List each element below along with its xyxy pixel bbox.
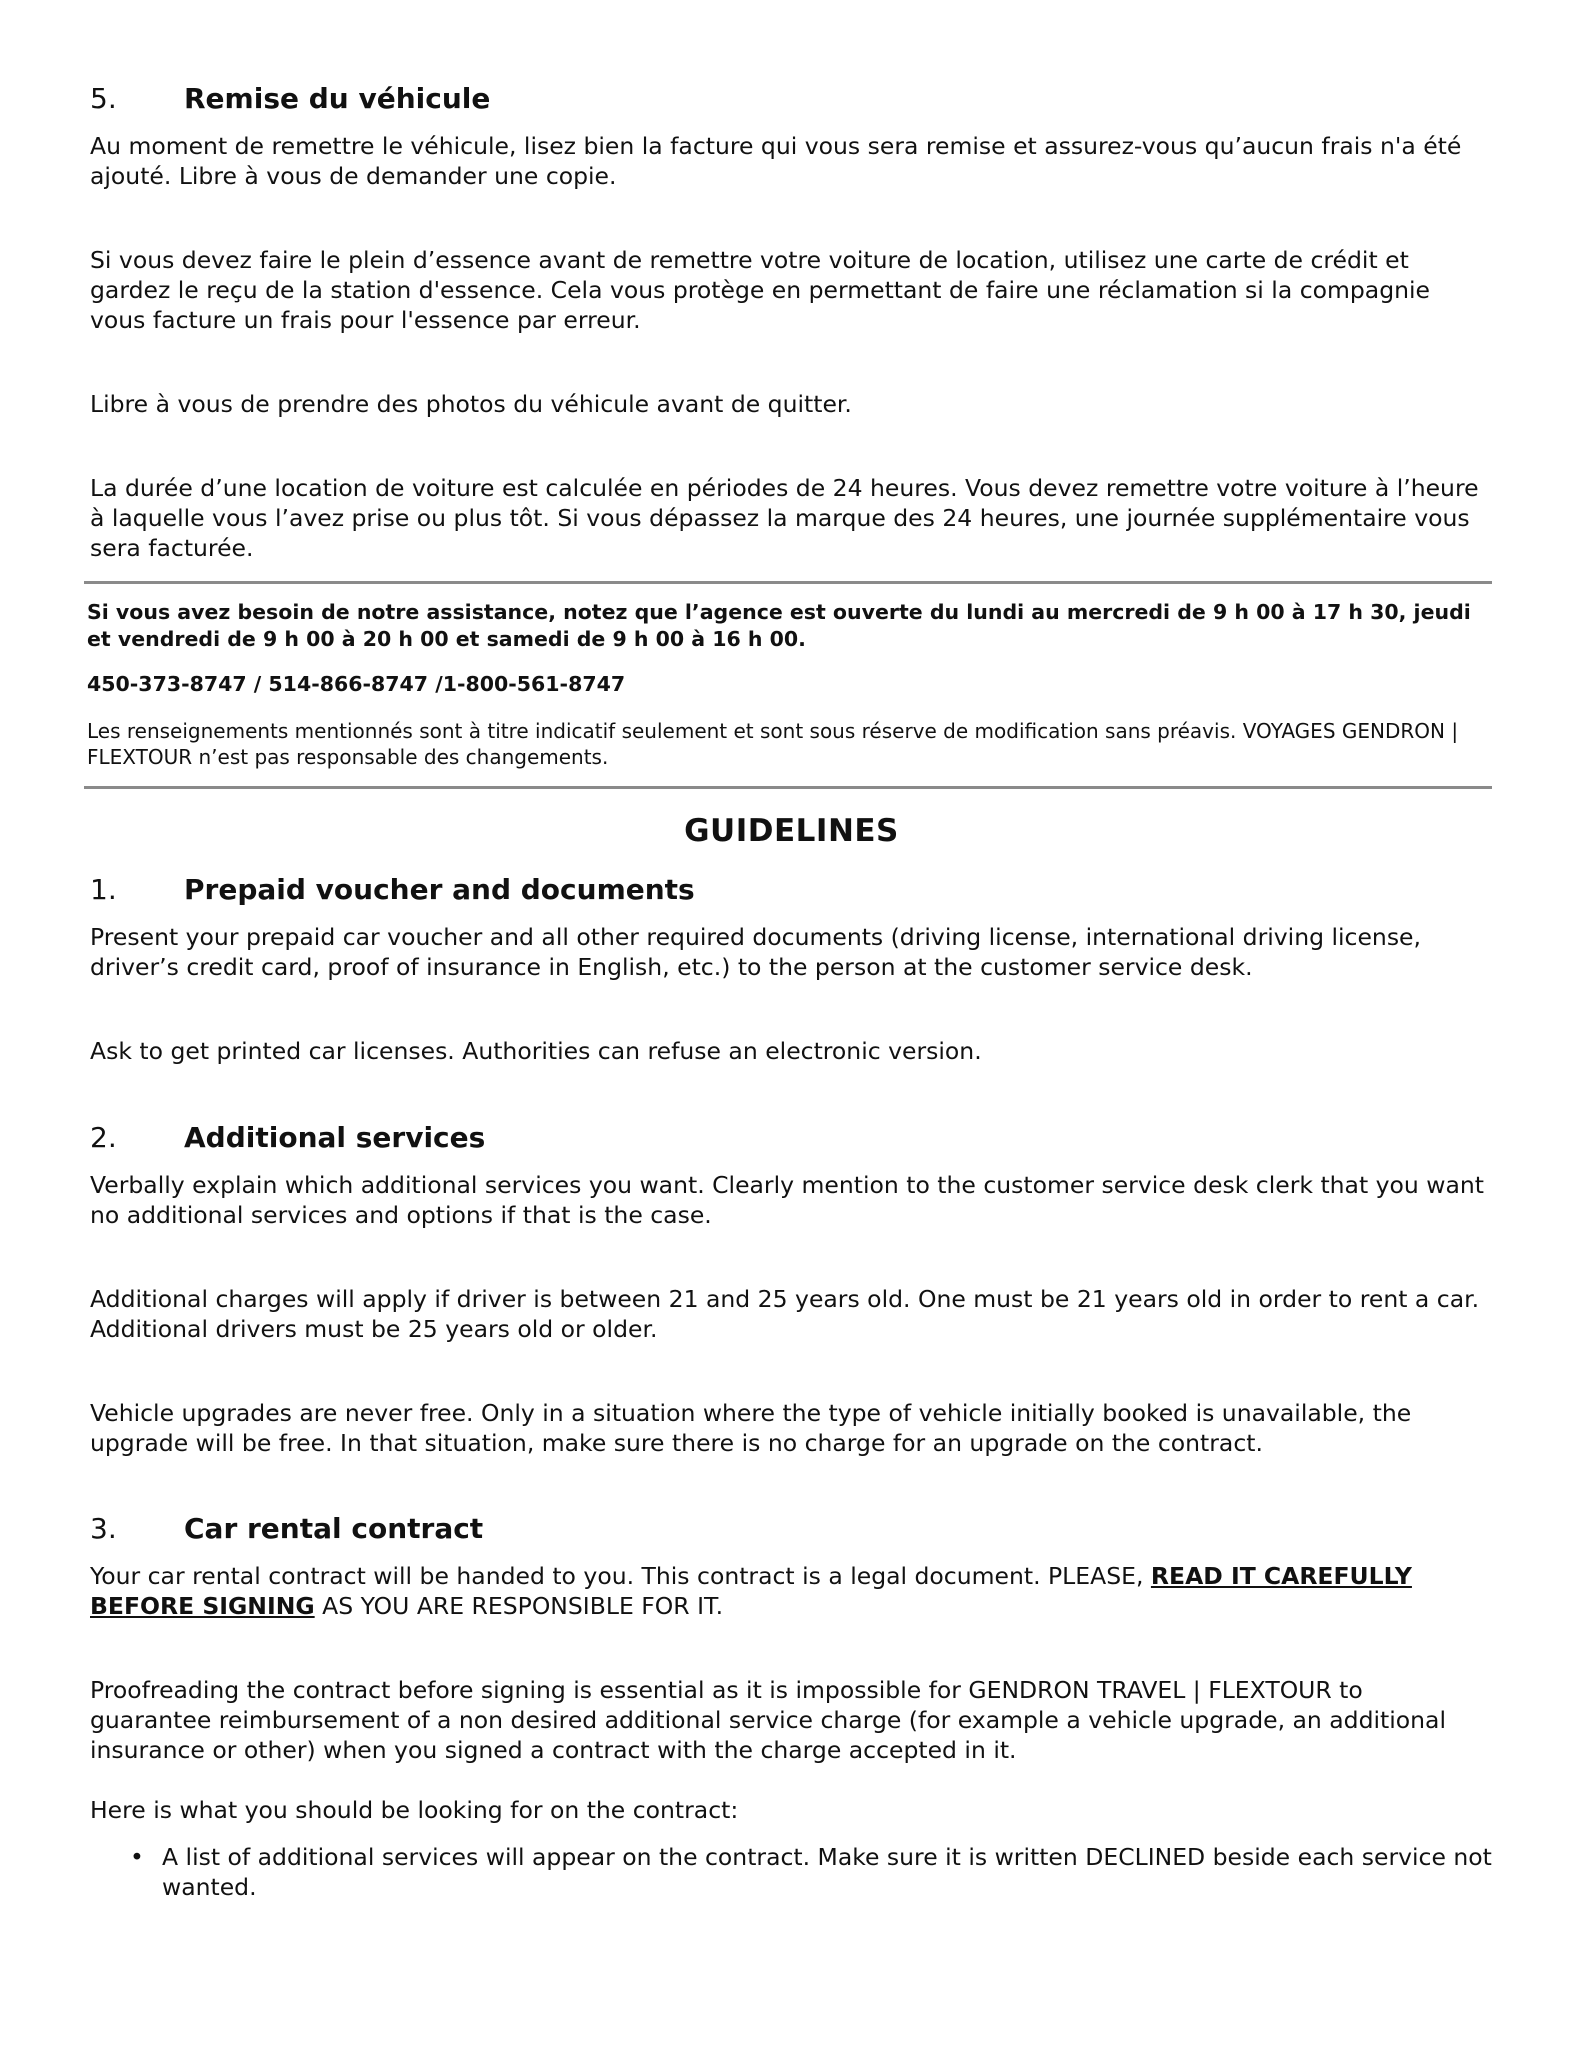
paragraph: Vehicle upgrades are never free. Only in a situation where the type of vehicle initially booked is unavailable, the upgrade will be free. In that situation, make sure there is no charge for an upgrade on the contract. (90, 1399, 1412, 1457)
phone-numbers: 450-373-8747 / 514-866-8747 /1-800-561-8747 (87, 672, 626, 696)
disclaimer: Les renseignements mentionnés sont à titre indicatif seulement et sont sous réserve de modification sans préavis. VOYAGES GENDRON | FLEXTOUR n’est pas responsable des changements. (87, 719, 1459, 769)
paragraph: La durée d’une location de voiture est calculée en périodes de 24 heures. Vous devez remettre votre voiture à l’heure à laquelle vous l’avez prise ou plus tôt. Si vous dépassez la marque des 24 heures, une journée supplémentaire vous sera facturée. (90, 474, 1479, 562)
section-number: 3. (90, 1512, 117, 1545)
section-number: 5. (90, 82, 117, 115)
section-title: Additional services (184, 1121, 486, 1154)
section-number: 1. (90, 873, 117, 906)
paragraph: Proofreading the contract before signing is essential as it is impossible for GENDRON TRAVEL | FLEXTOUR to guarantee reimbursement of a non desired additional service charge (for example a vehicle upgrade, an additional insurance or other) when you signed a contract with the charge accepted in it. (90, 1676, 1446, 1764)
contract-intro-text: Your car rental contract will be handed to you. This contract is a legal document. PLEASE, (90, 1562, 1151, 1590)
paragraph: Ask to get printed car licenses. Authorities can refuse an electronic version. (90, 1037, 982, 1065)
contract-intro-text-end: AS YOU ARE RESPONSIBLE FOR IT. (314, 1592, 724, 1620)
guidelines-title: GUIDELINES (684, 813, 899, 849)
paragraph: Si vous devez faire le plein d’essence avant de remettre votre voiture de location, utilisez une carte de crédit et gardez le reçu de la station d'essence. Cela vous protège en permettant de faire une réclamation si la compagnie vous facture un frais pour l'essence par erreur. (90, 246, 1431, 334)
section-number: 2. (90, 1121, 117, 1154)
paragraph: Verbally explain which additional services you want. Clearly mention to the customer service desk clerk that you want no additional services and options if that is the case. (90, 1171, 1485, 1229)
divider-top (84, 581, 1492, 584)
read-carefully-emphasis: READ IT CAREFULLY BEFORE SIGNING (90, 1562, 1412, 1620)
divider-bottom (84, 786, 1492, 789)
opening-hours-notice: Si vous avez besoin de notre assistance, notez que l’agence est ouverte du lundi au mercredi de 9 h 00 à 17 h 30, jeudi et vendredi de 9 h 00 à 20 h 00 et samedi de 9 h 00 à 16 h 00. (87, 600, 1471, 651)
paragraph: Here is what you should be looking for on the contract: (90, 1796, 739, 1824)
paragraph: Additional charges will apply if driver is between 21 and 25 years old. One must be 21 years old in order to rent a car. Additional drivers must be 25 years old or older. (90, 1285, 1480, 1343)
section-2-heading (90, 1121, 485, 1154)
section-title: Remise du véhicule (184, 82, 491, 115)
contract-intro-paragraph (90, 1561, 1490, 1621)
section-3-heading (90, 1512, 483, 1545)
paragraph: Au moment de remettre le véhicule, lisez bien la facture qui vous sera remise et assurez-vous qu’aucun frais n'a été ajouté. Libre à vous de demander une copie. (90, 132, 1462, 190)
section-title: Car rental contract (184, 1512, 484, 1545)
section-1-heading (90, 873, 695, 906)
section-title: Prepaid voucher and documents (184, 873, 695, 906)
list-item: A list of additional services will appear on the contract. Make sure it is written DECLINED beside each service not wanted. (162, 1843, 1492, 1901)
paragraph: Libre à vous de prendre des photos du véhicule avant de quitter. (90, 390, 852, 418)
section-5-heading (90, 82, 490, 115)
bullet-icon: • (130, 1843, 144, 1871)
paragraph: Present your prepaid car voucher and all other required documents (driving license, international driving license, driver’s credit card, proof of insurance in English, etc.) to the person at the customer service desk. (90, 923, 1421, 981)
